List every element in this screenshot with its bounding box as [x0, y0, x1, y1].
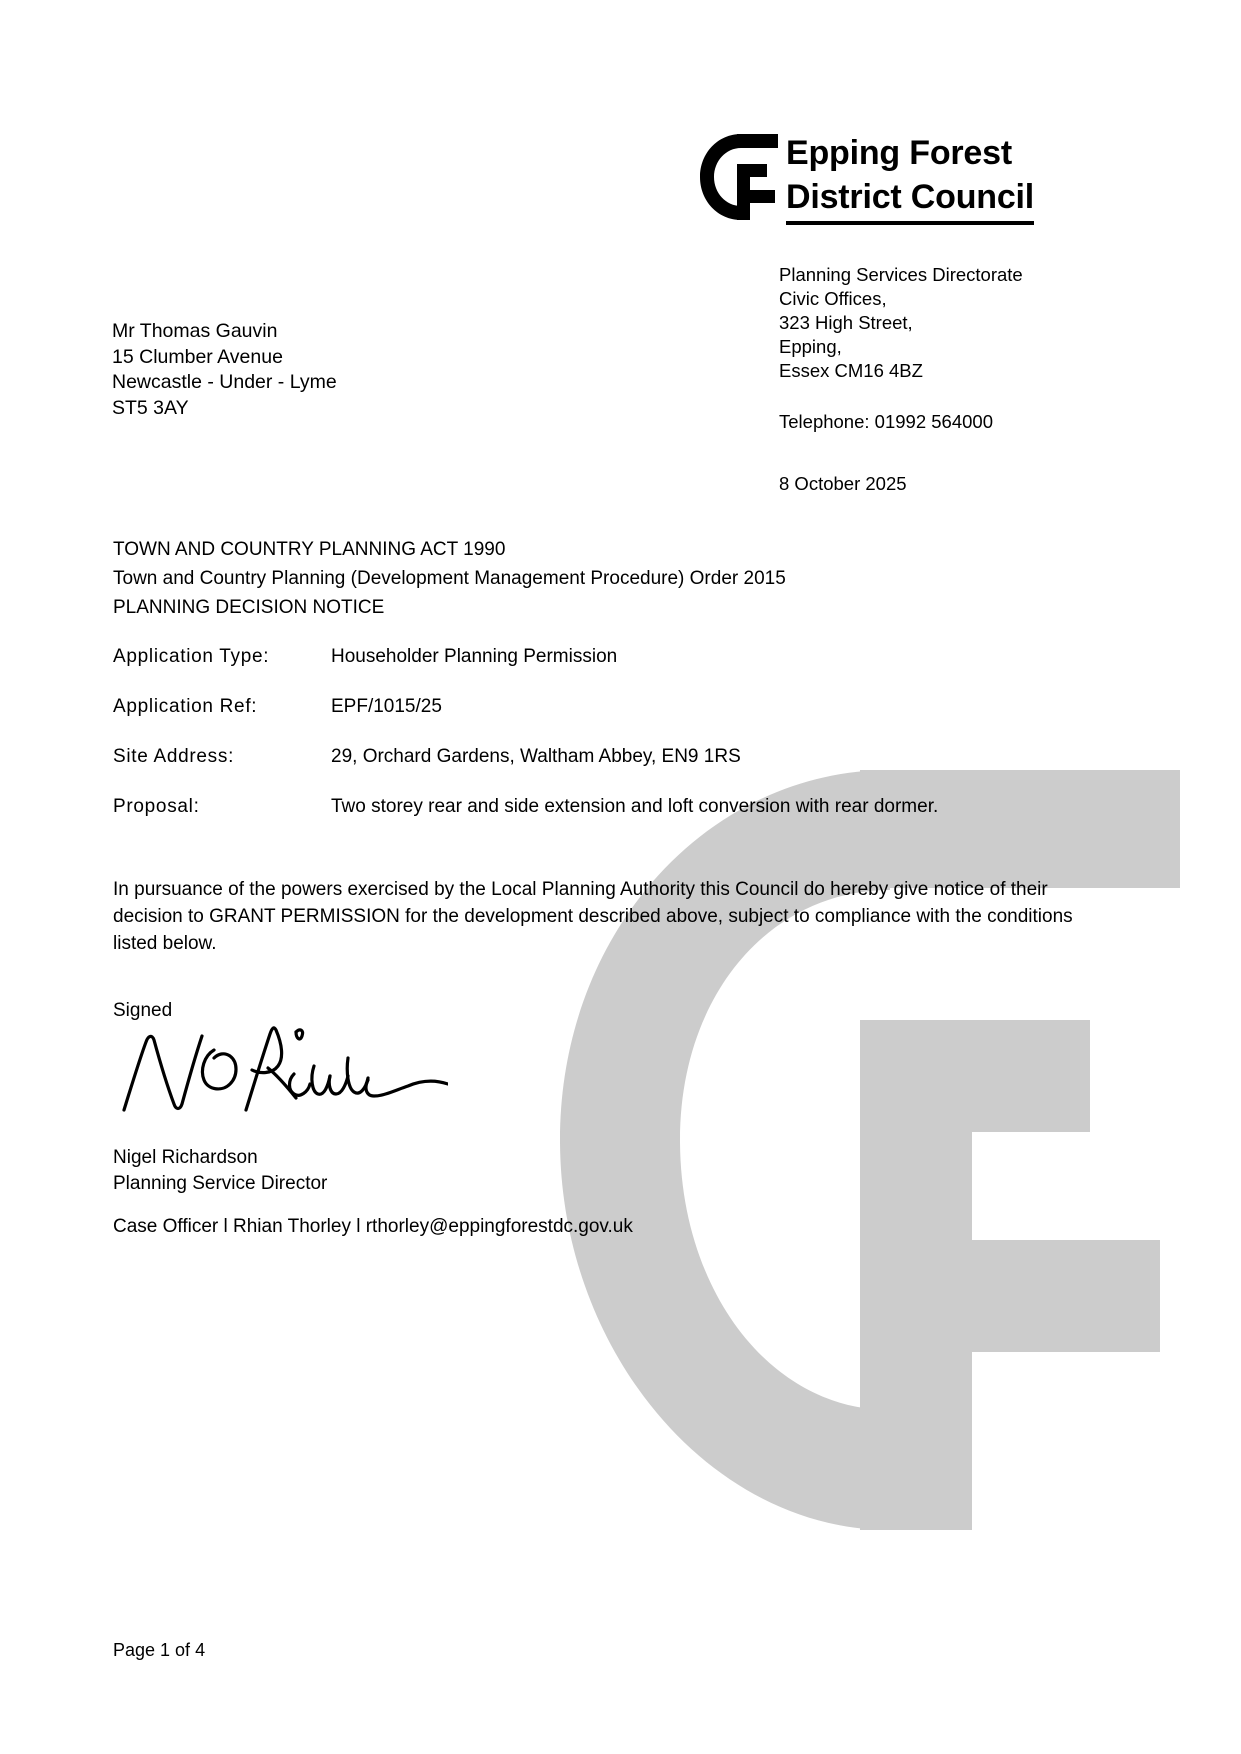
signer-title: Planning Service Director	[113, 1173, 328, 1194]
detail-row-proposal	[113, 796, 1113, 818]
application-details	[113, 646, 1113, 846]
recipient-line: Mr Thomas Gauvin	[112, 320, 278, 342]
detail-label: Proposal:	[113, 796, 200, 817]
page-footer: Page 1 of 4	[113, 1640, 206, 1660]
recipient-address	[112, 319, 337, 421]
recipient-line: ST5 3AY	[112, 396, 189, 419]
detail-label: Site Address:	[113, 746, 235, 767]
detail-value: Householder Planning Permission	[331, 646, 618, 667]
council-logo	[700, 132, 1034, 225]
council-address-line: Epping,	[779, 336, 842, 357]
decision-paragraph: In pursuance of the powers exercised by the Local Planning Authority this Council do hereby give notice of their decision to GRANT PERMISSION for the development described above, subject to compliance with the conditions listed below.	[113, 879, 1073, 954]
council-address-line: Planning Services Directorate	[779, 264, 1023, 285]
recipient-line: 15 Clumber Avenue	[112, 345, 283, 368]
efdc-monogram-icon	[700, 134, 778, 220]
detail-row-application-ref	[113, 696, 1113, 718]
detail-row-site-address	[113, 746, 1113, 768]
act-heading-line2: Town and Country Planning (Development Management Procedure) Order 2015	[113, 568, 786, 589]
act-heading	[113, 535, 786, 622]
signed-label: Signed	[113, 1000, 173, 1021]
act-heading-line1: TOWN AND COUNTRY PLANNING ACT 1990	[113, 539, 506, 560]
detail-label: Application Ref:	[113, 696, 258, 717]
act-heading-line3: PLANNING DECISION NOTICE	[113, 597, 385, 618]
detail-value: EPF/1015/25	[331, 696, 442, 717]
council-address-line: 323 High Street,	[779, 312, 913, 333]
signer-name: Nigel Richardson	[113, 1147, 258, 1168]
letter-date: 8 October 2025	[779, 473, 907, 494]
council-address-line: Essex CM16 4BZ	[779, 360, 923, 381]
handwritten-signature	[118, 1018, 448, 1128]
council-logo-line1: Epping Forest	[786, 134, 1012, 172]
council-logo-text	[786, 132, 1034, 225]
detail-label: Application Type:	[113, 646, 270, 667]
council-logo-line2: District Council	[786, 176, 1034, 226]
detail-value: Two storey rear and side extension and loft conversion with rear dormer.	[331, 796, 939, 817]
council-address	[779, 263, 1023, 383]
signer-block	[113, 1145, 327, 1197]
detail-value: 29, Orchard Gardens, Waltham Abbey, EN9 1RS	[331, 746, 741, 767]
council-address-line: Civic Offices,	[779, 288, 887, 309]
council-telephone: Telephone: 01992 564000	[779, 411, 993, 432]
detail-row-application-type	[113, 646, 1113, 668]
case-officer-line: Case Officer l Rhian Thorley l rthorley@eppingforestdc.gov.uk	[113, 1216, 633, 1237]
recipient-line: Newcastle - Under - Lyme	[112, 371, 337, 393]
